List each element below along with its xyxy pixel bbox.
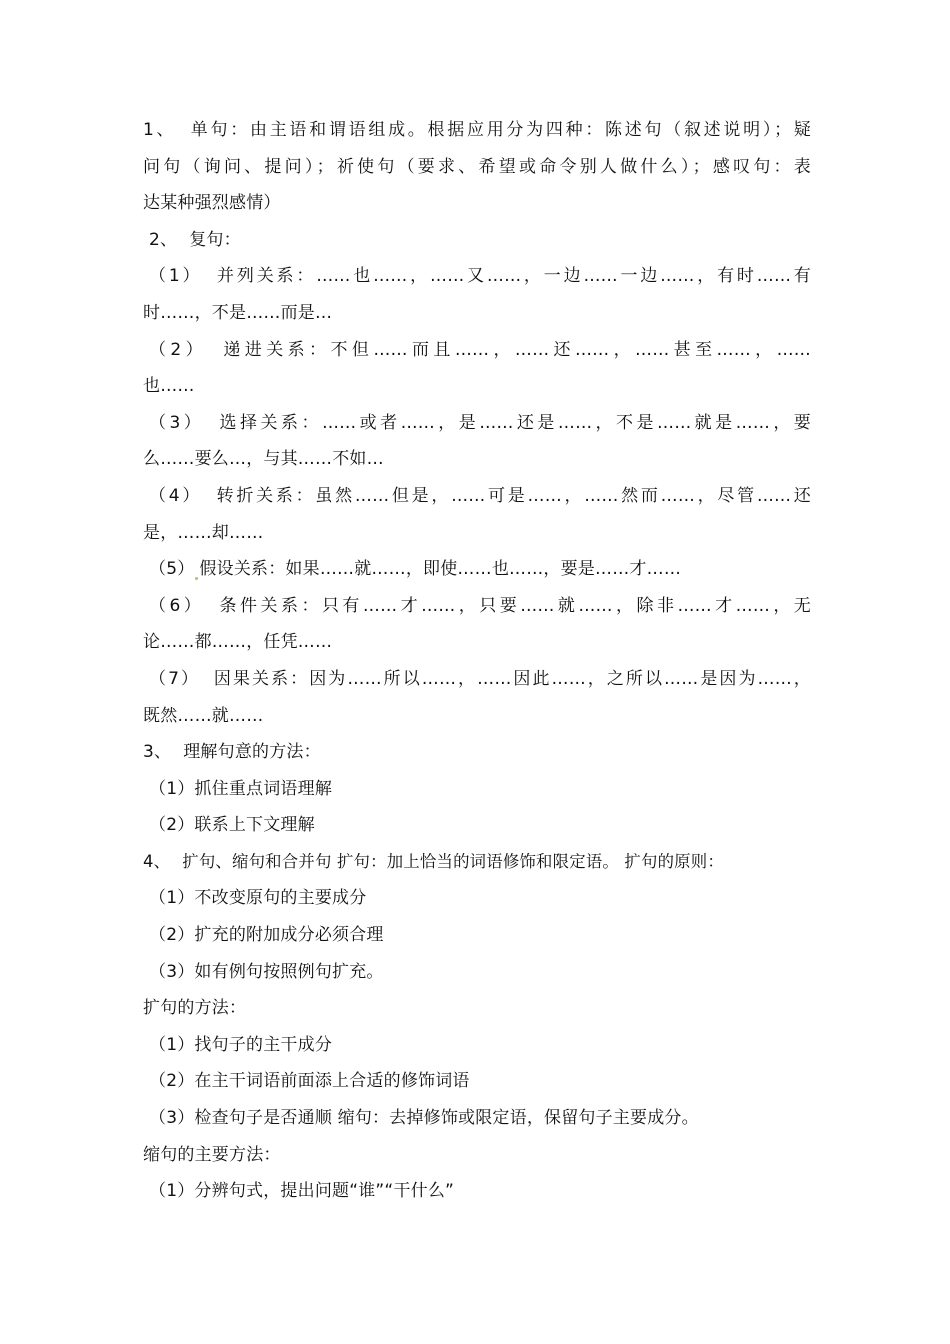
line-text: 扩句、缩句和合并句 扩句：加上恰当的词语修饰和限定语。 扩句的原则： — [182, 851, 724, 871]
text-line — [143, 734, 811, 771]
text-line — [143, 295, 811, 332]
section-number: 3、 — [143, 742, 172, 763]
text-line — [143, 149, 811, 186]
text-line — [143, 990, 811, 1027]
line-text: 检查句子是否通顺 缩句：去掉修饰或限定语，保留句子主要成分。 — [194, 1108, 699, 1129]
line-text: 找句子的主干成分 — [194, 1034, 333, 1055]
item-number: （1） — [149, 888, 195, 909]
line-text: 复句： — [189, 229, 241, 250]
text-line — [143, 588, 811, 625]
text-line — [143, 1027, 811, 1064]
line-text: 选择关系：……或者……，是……还是……，不是……就是……，要 — [216, 412, 811, 433]
text-line — [143, 441, 811, 478]
text-line — [143, 405, 811, 442]
item-number: （7） — [149, 668, 201, 689]
text-line — [143, 771, 811, 808]
text-line — [143, 332, 811, 369]
line-text: 转折关系：虽然……但是，……可是……，……然而……，尽管……还 — [214, 485, 811, 506]
line-text: 因果关系：因为……所以……，……因此……，之所以……是因为……， — [212, 668, 811, 689]
line-text: 达某种强烈感情） — [143, 193, 281, 214]
line-text: 是，……却…… — [143, 522, 264, 543]
text-line — [143, 917, 811, 954]
item-number: （1） — [149, 266, 203, 287]
line-text: 时……，不是……而是… — [143, 302, 333, 323]
line-text: 递进关系：不但……而且……，……还……，……甚至……，…… — [219, 339, 811, 360]
text-line — [143, 478, 811, 515]
text-line — [143, 624, 811, 661]
line-text: 在主干词语前面添上合适的修饰词语 — [194, 1071, 470, 1092]
item-number: （5） — [149, 559, 195, 580]
line-text: 既然……就…… — [143, 705, 264, 726]
highlight-mark — [195, 577, 198, 580]
line-text: 么……要么…，与其……不如… — [143, 449, 384, 470]
line-text: 不改变原句的主要成分 — [194, 888, 367, 909]
section-number: 1、 — [143, 120, 177, 140]
item-number: （2） — [149, 815, 195, 836]
line-text: 缩句的主要方法： — [143, 1144, 281, 1165]
line-text: 抓住重点词语理解 — [194, 778, 333, 799]
text-line — [143, 954, 811, 991]
line-text: 也…… — [143, 376, 195, 397]
text-line — [143, 185, 811, 222]
line-text: 问句（询问、提问）；祈使句（要求、希望或命令别人做什么）；感叹句：表 — [143, 156, 811, 177]
item-number: （6） — [149, 595, 205, 616]
section-number: 2、 — [149, 229, 178, 250]
line-text: 假设关系：如果……就……，即使……也……，要是……才…… — [199, 559, 682, 580]
item-number: （3） — [149, 412, 205, 433]
text-line — [143, 222, 811, 259]
text-line — [143, 1173, 811, 1210]
line-text: 条件关系：只有……才……，只要……就……，除非……才……，无 — [216, 595, 811, 616]
text-line — [143, 1100, 811, 1137]
text-line — [143, 807, 811, 844]
item-number: （1） — [149, 778, 195, 799]
item-number: （3） — [149, 1108, 195, 1129]
line-text: 分辨句式，提出问题“谁”“干什么” — [194, 1181, 455, 1202]
text-line — [143, 661, 811, 698]
item-number: （2） — [149, 925, 195, 946]
line-text: 扩句的方法： — [143, 998, 247, 1019]
item-number: （3） — [149, 961, 195, 982]
item-number: （1） — [149, 1034, 195, 1055]
line-text: 论……都……，任凭…… — [143, 632, 333, 653]
item-number: （1） — [149, 1181, 195, 1202]
text-line — [143, 844, 811, 881]
text-line — [143, 698, 811, 735]
item-number: （2） — [149, 339, 208, 360]
line-text: 如有例句按照例句扩充。 — [194, 961, 384, 982]
text-line — [143, 551, 811, 588]
text-line — [143, 258, 811, 295]
text-line — [143, 368, 811, 405]
document-body — [143, 112, 811, 1210]
line-text: 扩充的附加成分必须合理 — [194, 925, 384, 946]
text-line — [143, 515, 811, 552]
text-line — [143, 1063, 811, 1100]
line-text: 理解句意的方法： — [183, 742, 321, 763]
text-line — [143, 112, 811, 149]
line-text: 并列关系：……也……，……又……，一边……一边……，有时……有 — [214, 266, 811, 287]
section-number: 4、 — [143, 851, 171, 871]
item-number: （4） — [149, 485, 203, 506]
item-number: （2） — [149, 1071, 195, 1092]
text-line — [143, 1137, 811, 1174]
line-text: 联系上下文理解 — [194, 815, 315, 836]
line-text: 单句：由主语和谓语组成。根据应用分为四种：陈述句（叙述说明）；疑 — [188, 120, 811, 140]
text-line — [143, 880, 811, 917]
